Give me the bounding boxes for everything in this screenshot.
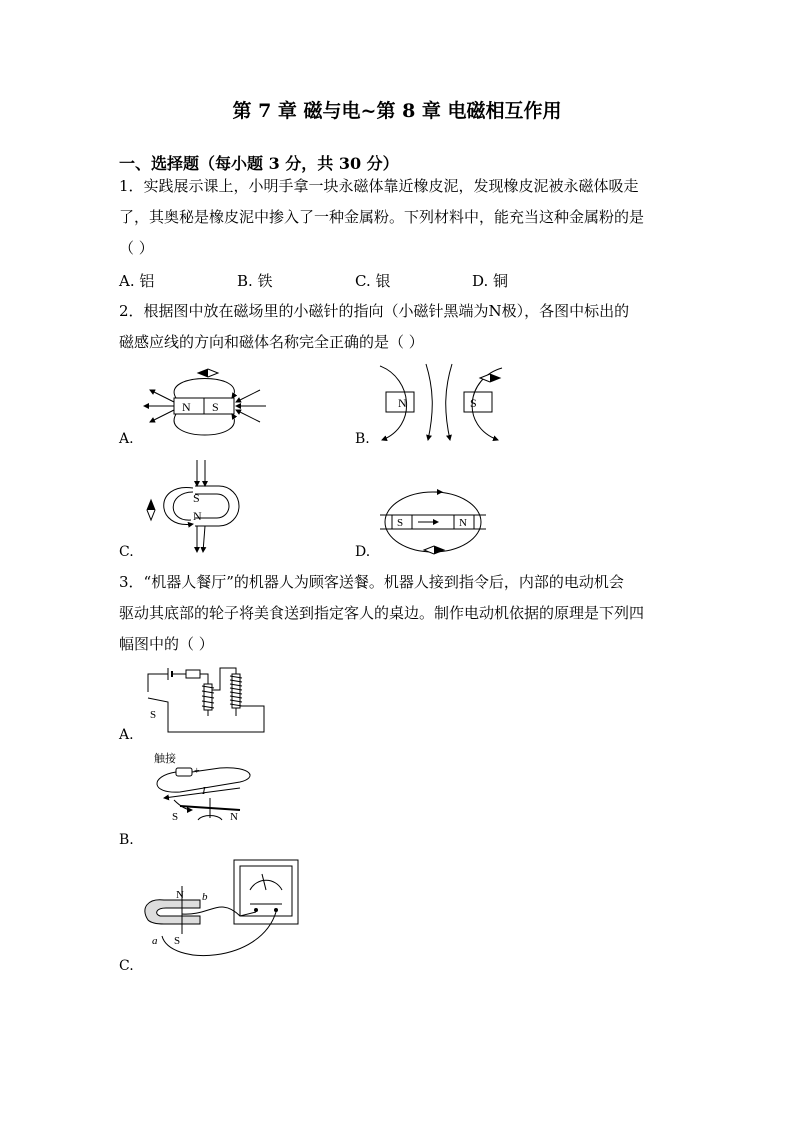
- q2b-right-pole: S: [470, 396, 477, 410]
- q3-option-a-label: A.: [119, 727, 134, 743]
- q2a-left-pole: N: [182, 400, 191, 414]
- q1-line-3: （ ）: [119, 239, 154, 257]
- q1-option-d: D. 铜: [472, 272, 509, 290]
- q2a-right-pole: S: [212, 400, 219, 414]
- q1-line-2: 了，其奥秘是橡皮泥中掺入了一种金属粉。下列材料中，能充当这种金属粉的是: [119, 208, 645, 226]
- q2-figure-b: [372, 360, 507, 444]
- q3-figure-b: [140, 748, 260, 826]
- q3b-current-label: I: [202, 785, 206, 797]
- q2-option-c-label: C.: [119, 544, 134, 560]
- q1-option-c: C. 银: [355, 272, 391, 290]
- q3-line-3: 幅图中的（ ）: [119, 635, 214, 653]
- q3-line-1: 3．“机器人餐厅”的机器人为顾客送餐。机器人接到指令后，内部的电动机会: [119, 573, 624, 591]
- section-heading: 一、选择题（每小题 3 分，共 30 分）: [119, 154, 399, 173]
- q3c-b-label: b: [202, 891, 208, 903]
- page-title: 第 7 章 磁与电~第 8 章 电磁相互作用: [232, 100, 562, 122]
- q2b-left-pole: N: [398, 396, 407, 410]
- q1-option-b: B. 铁: [237, 272, 273, 290]
- q2c-bottom-pole: N: [193, 509, 202, 523]
- q2-option-a-label: A.: [119, 431, 134, 447]
- q3c-south-label: S: [174, 935, 181, 947]
- q3-option-b-label: B.: [119, 832, 134, 848]
- q1-option-a: A. 铝: [119, 272, 155, 290]
- q2d-left-pole: S: [397, 517, 404, 529]
- q2-figure-a: [140, 362, 270, 444]
- q3b-south-label: S: [172, 811, 179, 823]
- q2-line-1: 2．根据图中放在磁场里的小磁针的指向（小磁针黑端为N极），各图中标出的: [119, 302, 630, 320]
- q3c-north-label: N: [176, 889, 184, 901]
- q2-figure-d: [378, 486, 488, 558]
- q3-figure-c: [140, 856, 305, 968]
- q3b-contact-label: 触接: [154, 753, 176, 765]
- q2-option-b-label: B.: [355, 431, 370, 447]
- q3b-north-label: N: [230, 811, 238, 823]
- q2d-right-pole: N: [459, 517, 467, 529]
- q3a-switch-label: S: [150, 709, 157, 721]
- q2c-top-pole: S: [193, 491, 200, 505]
- q3-option-c-label: C.: [119, 958, 134, 974]
- q3c-a-label: a: [152, 935, 158, 947]
- q3-line-2: 驱动其底部的轮子将美食送到指定客人的桌边。制作电动机依据的原理是下列四: [119, 604, 645, 622]
- q2-figure-c: [143, 458, 243, 554]
- q1-line-1: 1．实践展示课上，小明手拿一块永磁体靠近橡皮泥，发现橡皮泥被永磁体吸走: [119, 177, 639, 195]
- q3-figure-a: [140, 662, 270, 740]
- q3b-plus-label: +: [194, 766, 200, 777]
- q2-option-d-label: D.: [355, 544, 371, 560]
- q2-line-2: 磁感应线的方向和磁体名称完全正确的是（ ）: [119, 333, 424, 351]
